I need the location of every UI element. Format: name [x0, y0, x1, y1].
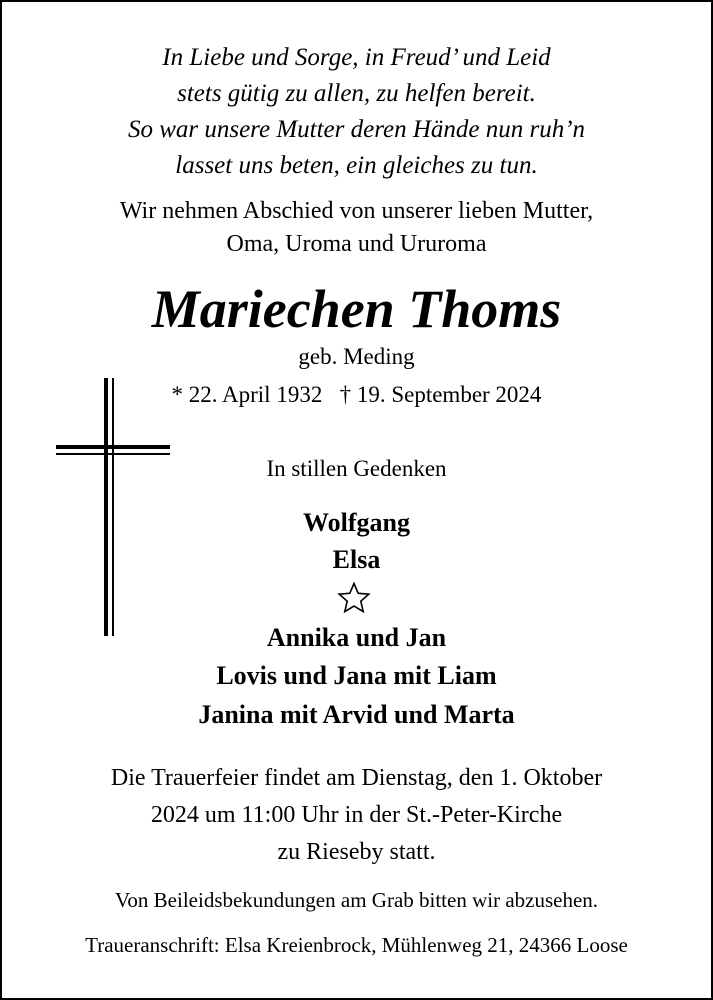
grandchild-line-1: Annika und Jan: [266, 623, 447, 652]
deceased-name: Mariechen Thoms: [151, 279, 562, 339]
poem-line-3: So war unsere Mutter deren Hände nun ruh’n: [127, 116, 586, 143]
ceremony-line-3: zu Rieseby statt.: [277, 839, 436, 865]
life-dates: * 22. April 1932 † 19. September 2024: [171, 382, 542, 407]
intro-line-2: Oma, Uroma und Ururoma: [226, 231, 487, 257]
grandchild-line-3: Janina mit Arvid und Marta: [198, 700, 515, 729]
birth-name: geb. Meding: [298, 344, 415, 369]
star-outline-icon: [337, 582, 371, 614]
intro-line-1: Wir nehmen Abschied von unserer lieben Mutter,: [119, 198, 594, 224]
remembrance-text: In stillen Gedenken: [266, 456, 447, 481]
grandchild-line-2: Lovis und Jana mit Liam: [216, 661, 497, 690]
poem-line-2: stets gütig zu allen, zu helfen bereit.: [177, 80, 536, 107]
poem-line-4: lasset uns beten, ein gleiches zu tun.: [175, 152, 538, 179]
mourning-address: Traueranschrift: Elsa Kreienbrock, Mühlenweg 21, 24366 Loose: [85, 933, 628, 957]
poem-line-1: In Liebe und Sorge, in Freud’ und Leid: [162, 44, 551, 71]
child-2: Elsa: [332, 545, 381, 574]
ceremony-line-1: Die Trauerfeier findet am Dienstag, den 1. Oktober: [110, 765, 603, 791]
ceremony-line-2: 2024 um 11:00 Uhr in der St.-Peter-Kirche: [150, 802, 563, 828]
condolence-note: Von Beileidsbekundungen am Grab bitten wir abzusehen.: [114, 888, 599, 912]
child-1: Wolfgang: [303, 508, 410, 537]
